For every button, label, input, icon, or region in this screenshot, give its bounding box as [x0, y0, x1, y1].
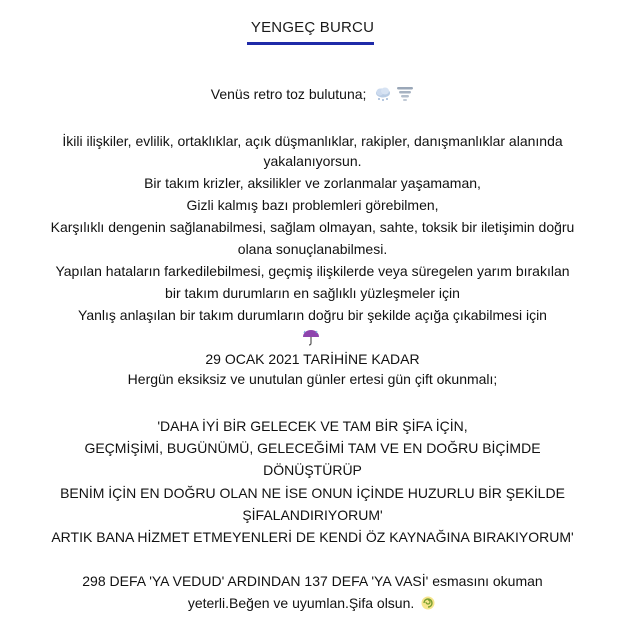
- closing-line-2: [0, 593, 625, 616]
- body-line: yakalanıyorsun.: [263, 153, 362, 169]
- affirmation-line: DÖNÜŞTÜRÜP: [263, 462, 362, 478]
- body-line: İkili ilişkiler, evlilik, ortaklıklar, açık düşmanlıklar, rakipler, danışmanlıklar alanında: [62, 133, 563, 149]
- closing-line: 298 DEFA 'YA VEDUD' ARDINDAN 137 DEFA 'YA VASİ' esmasını okuman: [82, 573, 543, 589]
- affirmation-line: BENİM İÇİN EN DOĞRU OLAN NE İSE ONUN İÇİNDE HUZURLU BİR ŞEKİLDE: [60, 485, 565, 501]
- affirmation-line: GEÇMİŞİMİ, BUGÜNÜMÜ, GELECEĞİMİ TAM VE EN DOĞRU BİÇİMDE: [84, 440, 541, 456]
- deadline-line: 29 OCAK 2021 TARİHİNE KADAR: [205, 351, 420, 367]
- body-line: Yapılan hataların farkedilebilmesi, geçmiş ilişkilerde veya süregelen yarım bırakılan: [55, 263, 570, 279]
- umbrella-icon: [301, 328, 321, 351]
- closing-text: yeterli.Beğen ve uyumlan.Şifa olsun.: [187, 595, 415, 611]
- cloud-icon: [374, 86, 392, 107]
- body-line: bir takım durumların en sağlıklı yüzleşmeler için: [165, 285, 460, 301]
- affirmation-line: ARTIK BANA HİZMET ETMEYENLERİ DE KENDİ ÖZ KAYNAĞINA BIRAKIYORUM': [51, 529, 574, 545]
- body-line: olana sonuçlanabilmesi.: [237, 241, 388, 257]
- body-line: Bir takım krizler, aksilikler ve zorlanmalar yaşamaman,: [144, 175, 481, 191]
- affirmation-line: 'DAHA İYİ BİR GELECEK VE TAM BİR ŞİFA İÇİN,: [157, 418, 468, 434]
- title-underline: [247, 42, 374, 45]
- instruction-line: Hergün eksiksiz ve unutulan günler ertesi gün çift okunmalı;: [127, 371, 498, 387]
- body-line: Yanlış anlaşılan bir takım durumların doğru bir şekilde açığa çıkabilmesi için: [78, 307, 547, 323]
- body-line: Karşılıklı dengenin sağlanabilmesi, sağlam olmayan, sahte, toksik bir iletişimin doğru: [50, 219, 575, 235]
- body-line: Gizli kalmış bazı problemleri görebilmen,: [186, 197, 439, 213]
- dizzy-icon: [419, 595, 437, 616]
- intro-text: Venüs retro toz bulutuna;: [210, 86, 367, 102]
- page-title: YENGEÇ BURCU: [250, 19, 375, 36]
- intro-line: [0, 84, 625, 107]
- affirmation-line: ŞİFALANDIRIYORUM': [242, 507, 383, 523]
- tornado-icon: [396, 86, 414, 107]
